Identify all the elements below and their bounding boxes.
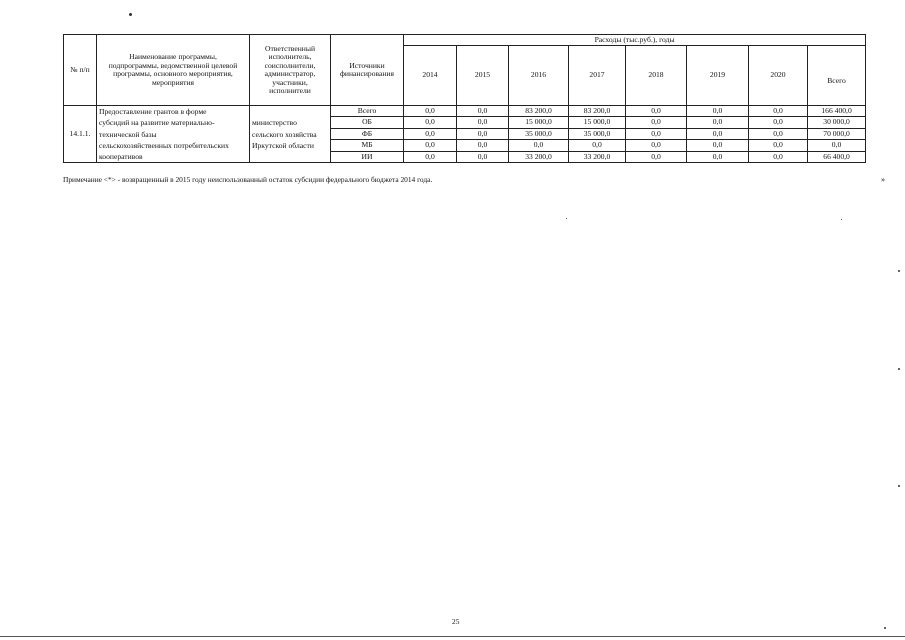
header-sources bbox=[331, 35, 404, 106]
header-name-line: мероприятия bbox=[151, 77, 195, 87]
scan-speck bbox=[898, 368, 900, 370]
header-resp-line: участники, bbox=[272, 77, 308, 87]
total-cell: 30 000,0 bbox=[808, 117, 866, 128]
header-resp-line: соисполнители, bbox=[264, 60, 316, 70]
closing-quote-mark: » bbox=[881, 175, 885, 184]
header-name-line: Наименование программы, bbox=[129, 52, 217, 61]
value-cell: 0,0 bbox=[626, 106, 687, 117]
value-cell: 0,0 bbox=[749, 106, 808, 117]
value-cell: 0,0 bbox=[749, 128, 808, 139]
header-expenses: Расходы (тыс.руб.), годы bbox=[404, 35, 866, 46]
header-year: 2015 bbox=[457, 46, 509, 106]
source-cell: МБ bbox=[331, 140, 404, 151]
page-number: 25 bbox=[452, 617, 460, 626]
value-cell: 0,0 bbox=[687, 151, 749, 163]
header-total: Всего bbox=[808, 46, 866, 106]
row-name-line: кооперативов bbox=[99, 152, 143, 162]
value-cell: 15 000,0 bbox=[509, 117, 569, 128]
header-sources-line: Источники bbox=[349, 60, 385, 70]
row-number: 14.1.1. bbox=[64, 106, 97, 163]
header-name-line: программы, основного мероприятия, bbox=[113, 69, 233, 78]
value-cell: 0,0 bbox=[457, 106, 509, 117]
source-cell: ИИ bbox=[331, 151, 404, 163]
row-resp-line: министерство bbox=[252, 118, 297, 128]
value-cell: 0,0 bbox=[404, 151, 457, 163]
value-cell: 0,0 bbox=[687, 106, 749, 117]
scan-speck bbox=[898, 485, 900, 487]
value-cell: 0,0 bbox=[749, 140, 808, 151]
value-cell: 33 200,0 bbox=[569, 151, 626, 163]
value-cell: 0,0 bbox=[626, 117, 687, 128]
value-cell: 0,0 bbox=[457, 117, 509, 128]
header-resp-line: исполнители bbox=[269, 86, 311, 95]
header-year: 2017 bbox=[569, 46, 626, 106]
header-year: 2018 bbox=[626, 46, 687, 106]
row-resp-line: Иркутской области bbox=[252, 140, 314, 150]
value-cell: 0,0 bbox=[687, 140, 749, 151]
total-cell: 66 400,0 bbox=[808, 151, 866, 163]
total-cell: 0,0 bbox=[808, 140, 866, 151]
value-cell: 0,0 bbox=[404, 106, 457, 117]
table-row bbox=[64, 106, 866, 117]
value-cell: 83 200,0 bbox=[509, 106, 569, 117]
header-name-line: подпрограммы, ведомственной целевой bbox=[108, 60, 238, 70]
value-cell: 33 200,0 bbox=[509, 151, 569, 163]
value-cell: 0,0 bbox=[404, 117, 457, 128]
value-cell: 0,0 bbox=[687, 117, 749, 128]
value-cell: 0,0 bbox=[569, 140, 626, 151]
value-cell: 0,0 bbox=[457, 128, 509, 139]
value-cell: 0,0 bbox=[457, 140, 509, 151]
header-responsible bbox=[250, 35, 331, 106]
value-cell: 15 000,0 bbox=[569, 117, 626, 128]
value-cell: 0,0 bbox=[626, 140, 687, 151]
scan-speck bbox=[884, 627, 886, 629]
value-cell: 83 200,0 bbox=[569, 106, 626, 117]
value-cell: 0,0 bbox=[404, 128, 457, 139]
source-cell: Всего bbox=[331, 106, 404, 117]
value-cell: 0,0 bbox=[404, 140, 457, 151]
footnote: Примечание <*> - возвращенный в 2015 году неиспользованный остаток субсидии федерального бюджета 2014 года. bbox=[63, 175, 433, 184]
value-cell: 35 000,0 bbox=[569, 128, 626, 139]
header-name bbox=[97, 35, 250, 106]
value-cell: 0,0 bbox=[626, 151, 687, 163]
value-cell: 0,0 bbox=[509, 140, 569, 151]
header-year: 2016 bbox=[509, 46, 569, 106]
value-cell: 0,0 bbox=[749, 117, 808, 128]
scan-edge-line bbox=[0, 636, 905, 637]
header-year: 2019 bbox=[687, 46, 749, 106]
value-cell: 0,0 bbox=[626, 128, 687, 139]
source-cell: ФБ bbox=[331, 128, 404, 139]
scan-speck bbox=[566, 218, 567, 219]
row-responsible bbox=[250, 106, 331, 163]
value-cell: 35 000,0 bbox=[509, 128, 569, 139]
header-year: 2014 bbox=[404, 46, 457, 106]
value-cell: 0,0 bbox=[749, 151, 808, 163]
scan-speck bbox=[129, 13, 132, 16]
row-name-line: Предоставление грантов в форме bbox=[99, 107, 207, 116]
total-cell: 166 400,0 bbox=[808, 106, 866, 117]
row-name bbox=[97, 106, 250, 163]
row-resp-line: сельского хозяйства bbox=[252, 129, 317, 139]
source-cell: ОБ bbox=[331, 117, 404, 128]
header-resp-line: исполнитель, bbox=[268, 52, 312, 61]
value-cell: 0,0 bbox=[687, 128, 749, 139]
scan-speck bbox=[841, 219, 842, 220]
total-cell: 70 000,0 bbox=[808, 128, 866, 139]
row-name-line: технической базы bbox=[99, 129, 157, 139]
value-cell: 0,0 bbox=[457, 151, 509, 163]
scan-speck bbox=[898, 270, 900, 272]
budget-table bbox=[63, 34, 866, 163]
row-name-line: сельскохозяйственных потребительских bbox=[99, 140, 229, 150]
header-resp-line: Ответственный bbox=[264, 43, 316, 53]
header-sources-line: финансирования bbox=[340, 69, 394, 78]
header-num: № п/п bbox=[64, 35, 97, 106]
header-year: 2020 bbox=[749, 46, 808, 106]
header-resp-line: администратор, bbox=[264, 69, 316, 78]
row-name-line: субсидий на развитие материально- bbox=[99, 118, 215, 128]
